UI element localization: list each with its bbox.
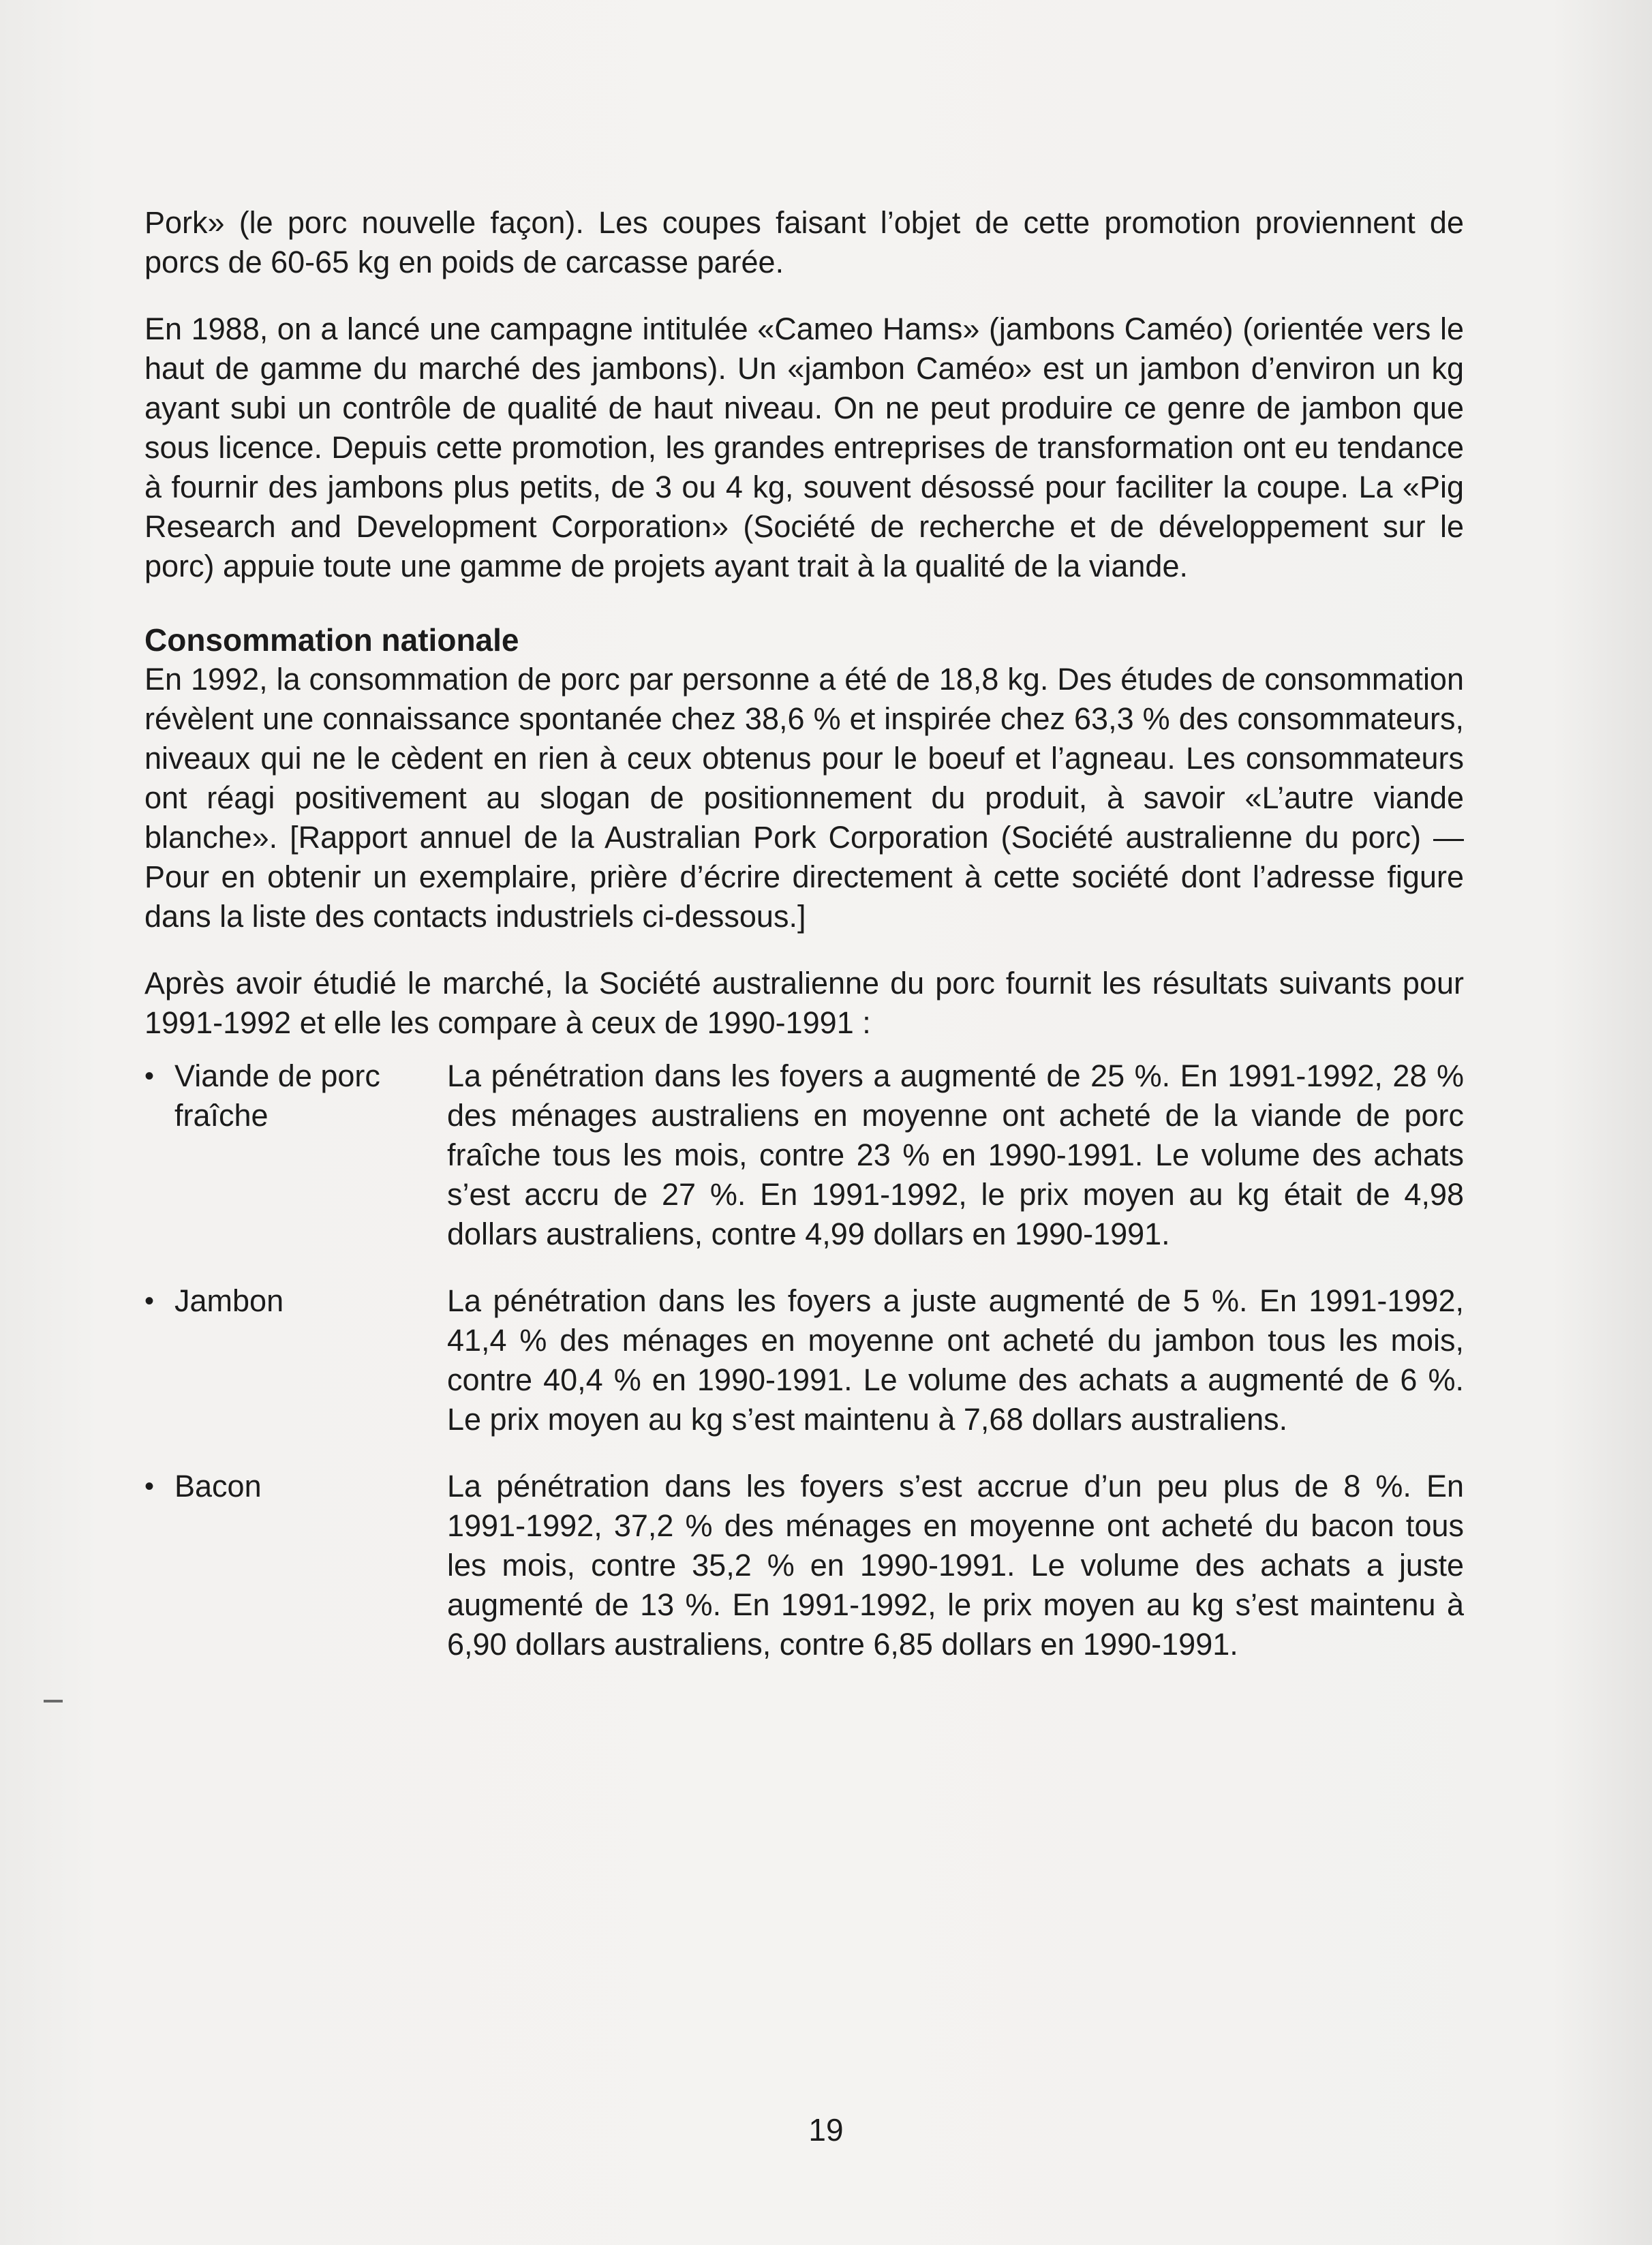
bullet-item-bacon xyxy=(144,1467,1464,1664)
bullet-label: Bacon xyxy=(174,1469,262,1503)
spacer xyxy=(144,936,1464,964)
bullet-term xyxy=(144,1056,447,1135)
page-number: 19 xyxy=(808,2112,844,2148)
page-body xyxy=(144,203,1464,1664)
bullet-description: La pénétration dans les foyers a juste augmenté de 5 %. En 1991-1992, 41,4 % des ménages en moyenne ont acheté du jambon tous les mois, contre 40,4 % en 1990-1991. Le volume des achats a augmenté de 6 %. Le prix moyen au kg s’est maintenu à 7,68 dollars australiens. xyxy=(447,1283,1464,1437)
margin-mark xyxy=(44,1700,63,1702)
bullet-icon: • xyxy=(144,1061,155,1091)
spacer xyxy=(144,282,1464,309)
paragraph-market-study: Après avoir étudié le marché, la Société australienne du porc fournit les résultats suivants pour 1991-1992 et elle les compare à ceux de 1990-1991 : xyxy=(144,966,1464,1040)
spacer xyxy=(144,1439,1464,1467)
spacer xyxy=(144,1043,1464,1056)
bullet-term xyxy=(144,1281,447,1321)
paragraph-cameo-hams: En 1988, on a lancé une campagne intitulée «Cameo Hams» (jambons Caméo) (orientée vers le haut de gamme du marché des jambons). Un «jambon Caméo» est un jambon d’environ un kg ayant subi un contrôle de qualité de haut niveau. On ne peut produire ce genre de jambon que sous licence. Depuis cette promotion, les grandes entreprises de transformation ont eu tendance à fournir des jambons plus petits, de 3 ou 4 kg, souvent désossé pour faciliter la coupe. La «Pig Research and Development Corporation» (Société de recherche et de développement sur le porc) appuie toute une gamme de projets ayant trait à la qualité de la viande. xyxy=(144,311,1464,583)
bullet-label: Jambon xyxy=(174,1283,284,1318)
bullet-item-jambon xyxy=(144,1281,1464,1439)
bullet-label: Viande de porc fraîche xyxy=(174,1058,380,1133)
section-heading-consommation: Consommation nationale xyxy=(144,622,519,658)
bullet-icon: • xyxy=(144,1286,155,1316)
bullet-term xyxy=(144,1467,447,1506)
paragraph-pork-promotion: Pork» (le porc nouvelle façon). Les coupes faisant l’objet de cette promotion proviennent de porcs de 60-65 kg en poids de carcasse parée. xyxy=(144,205,1464,279)
bullet-item-viande-porc xyxy=(144,1056,1464,1254)
bullet-description: La pénétration dans les foyers s’est accrue d’un peu plus de 8 %. En 1991-1992, 37,2 % des ménages en moyenne ont acheté du bacon tous les mois, contre 35,2 % en 1990-1991. Le volume des achats a juste augmenté de 13 %. En 1991-1992, le prix moyen au kg s’est maintenu à 6,90 dollars australiens, contre 6,85 dollars en 1990-1991. xyxy=(447,1469,1464,1662)
bullet-description: La pénétration dans les foyers a augmenté de 25 %. En 1991-1992, 28 % des ménages australiens en moyenne ont acheté de la viande de porc fraîche tous les mois, contre 23 % en 1990-1991. Le volume des achats s’est accru de 27 %. En 1991-1992, le prix moyen au kg était de 4,98 dollars australiens, contre 4,99 dollars en 1990-1991. xyxy=(447,1058,1464,1251)
bullet-icon: • xyxy=(144,1471,155,1501)
spacer xyxy=(144,586,1464,620)
spacer xyxy=(144,1254,1464,1281)
paragraph-consommation: En 1992, la consommation de porc par personne a été de 18,8 kg. Des études de consommation révèlent une connaissance spontanée chez 38,6 % et inspirée chez 63,3 % des consommateurs, niveaux qui ne le cèdent en rien à ceux obtenus pour le boeuf et l’agneau. Les consommateurs ont réagi positivement au slogan de positionnement du produit, à savoir «L’autre viande blanche». [Rapport annuel de la Australian Pork Corporation (Société australienne du porc) — Pour en obtenir un exemplaire, prière d’écrire directement à cette société dont l’adresse figure dans la liste des contacts industriels ci-dessous.] xyxy=(144,662,1464,934)
